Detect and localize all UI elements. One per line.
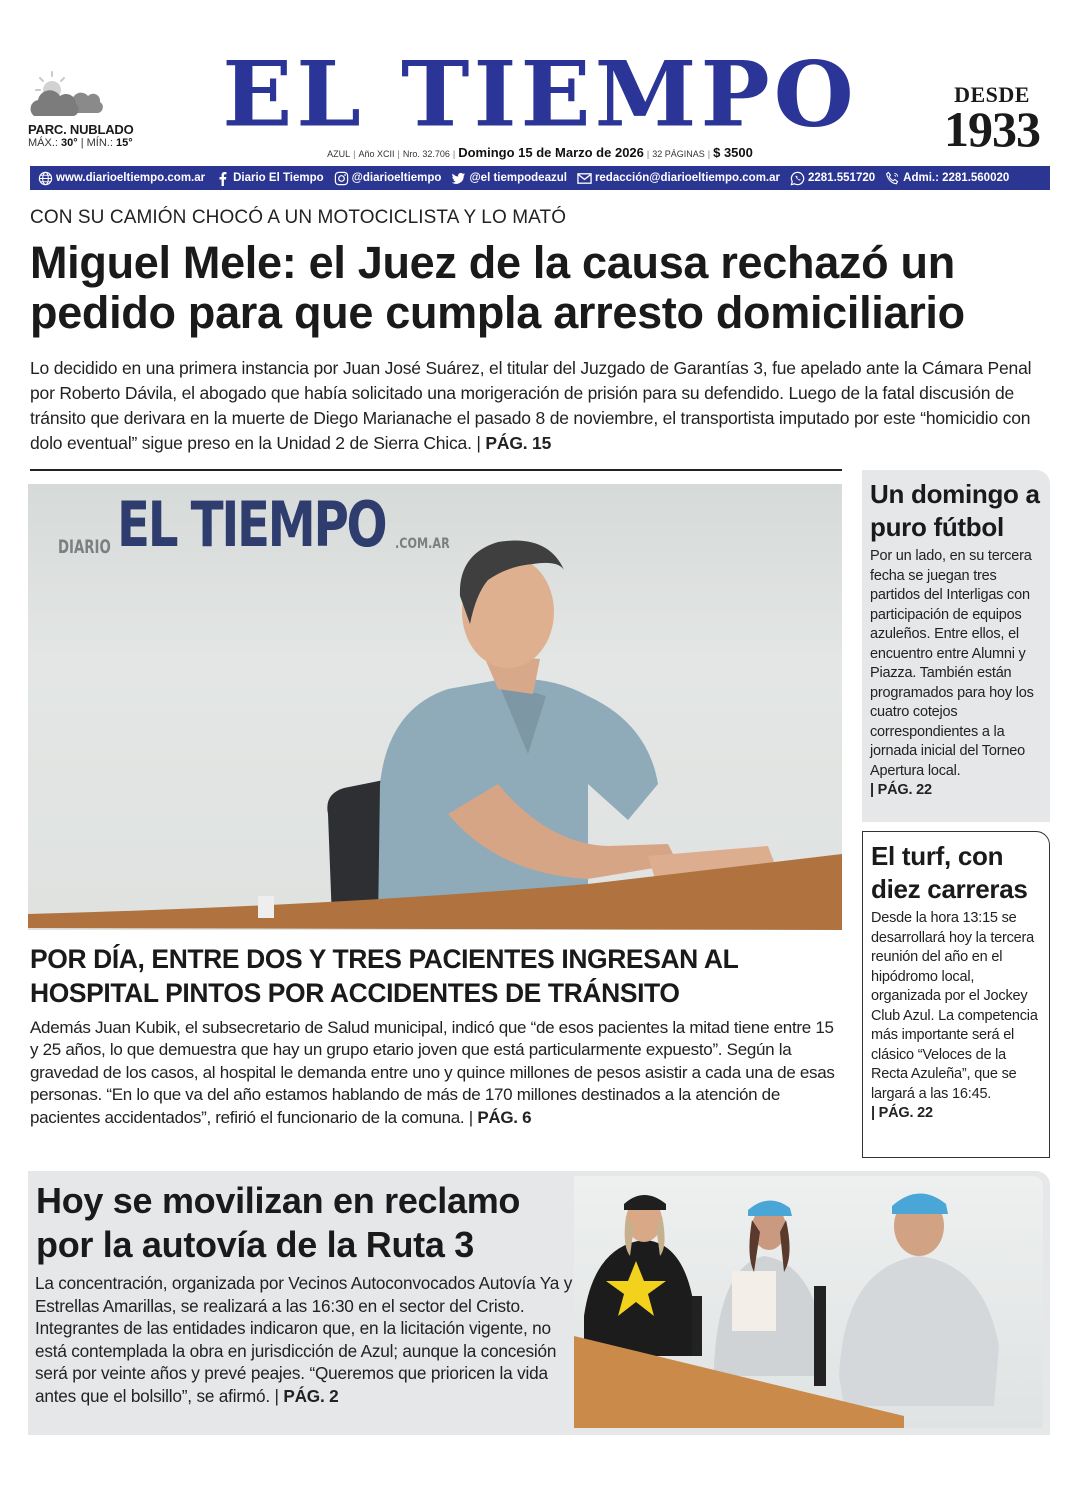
divider: | xyxy=(80,137,87,149)
weather-widget xyxy=(28,70,178,149)
whatsapp-text: 2281.551720 xyxy=(807,172,876,184)
year-roman: Año XCII xyxy=(358,149,395,159)
max-temp: 30° xyxy=(61,137,78,149)
instagram-icon xyxy=(334,171,349,186)
facebook-text: Diario El Tiempo xyxy=(233,172,324,184)
since-label: DESDE xyxy=(954,82,1030,107)
sidebar-story-futbol[interactable] xyxy=(862,470,1050,822)
facebook-icon xyxy=(215,171,230,186)
since-badge xyxy=(930,82,1054,157)
interview-photo-illustration xyxy=(28,484,842,930)
sidebar-body-text: Desde la hora 13:15 se desarrollará hoy la tercera reunión del año en el hipódromo local, organizada por el Jockey Club Azul. La competencia más importante será el clásico “Veloces de la Recta Azuleña”, que se largará a las 16:45. xyxy=(871,910,1038,1102)
sidebar-title: Un domingo a puro fútbol xyxy=(870,479,1040,542)
phone-icon xyxy=(885,171,900,186)
max-label: MÁX.: xyxy=(28,137,58,149)
lead-page-ref: PÁG. 15 xyxy=(480,433,552,453)
globe-icon xyxy=(38,171,53,186)
sidebar-page-ref: | PÁG. 22 xyxy=(870,782,932,798)
section-divider xyxy=(30,469,842,471)
issue-date: Domingo 15 de Marzo de 2026 xyxy=(458,145,644,160)
ruta3-body-text: La concentración, organizada por Vecinos Autoconvocados Autovía Ya y Estrellas Amarillas, se realizará a las 16:30 en el sector del Cristo. Integrantes de las entidades indicaron que, en la licitación vigente, no está contemplada la obra en jurisdicción de Azul; aunque la concesión será por veinte años y prevé peajes. “Queremos que prioricen la vida antes que el bolsillo”, se afirmó. | xyxy=(35,1273,573,1406)
sidebar-story-turf[interactable] xyxy=(862,831,1050,1158)
whatsapp-icon xyxy=(790,171,805,186)
lead-body-text: Lo decidido en una primera instancia por Juan José Suárez, el titular del Juzgado de Garantías 3, fue apelado ante la Cámara Penal por Roberto Dávila, el abogado que había solicitado una morigeración de prisión para su defendido. Luego de la fatal discusión de tránsito que derivara en la muerte de Diego Marianache el pasado 8 de noviembre, el transportista imputado por este “homicidio con dolo eventual” sigue preso en la Unidad 2 de Sierra Chica. | xyxy=(30,358,1032,453)
ruta3-body xyxy=(35,1272,575,1408)
website-text: www.diarioeltiempo.com.ar xyxy=(56,172,206,184)
facebook-link[interactable] xyxy=(215,171,324,186)
ruta3-story xyxy=(28,1171,1050,1435)
website-link[interactable] xyxy=(38,171,205,186)
sidebar-body xyxy=(870,547,1042,801)
issue-meta: AZUL | Año XCII | Nro. 32.706 | Domingo 15 de Marzo de 2026 | 32 PÁGINAS | $ 3500 xyxy=(327,145,753,160)
partly-cloudy-icon xyxy=(28,70,104,120)
contact-bar xyxy=(30,166,1050,190)
hospital-headline[interactable]: POR DÍA, ENTRE DOS Y TRES PACIENTES INGRESAN AL HOSPITAL PINTOS POR ACCIDENTES DE TRÁNSITO xyxy=(30,944,738,1008)
sign-el-tiempo: EL TIEMPO xyxy=(117,488,386,561)
sign-com-ar: .COM.AR xyxy=(395,536,451,552)
city: AZUL xyxy=(327,149,351,159)
lead-headline[interactable]: Miguel Mele: el Juez de la causa rechazó un pedido para que cumpla arresto domiciliario xyxy=(30,237,965,338)
weather-condition: PARC. NUBLADO xyxy=(28,122,134,137)
phone-text: Admi.: 2281.560020 xyxy=(903,172,1010,184)
phone-link[interactable] xyxy=(885,171,1009,186)
price: $ 3500 xyxy=(713,145,753,160)
lead-kicker: CON SU CAMIÓN CHOCÓ A UN MOTOCICLISTA Y LO MATÓ xyxy=(30,207,567,228)
min-label: MÍN.: xyxy=(86,137,113,149)
weather-temps xyxy=(28,137,178,149)
email-text: redacción@diarioeltiempo.com.ar xyxy=(594,172,780,184)
sidebar-body xyxy=(871,909,1041,1124)
min-temp: 15° xyxy=(115,137,133,149)
whatsapp-link[interactable] xyxy=(790,171,875,186)
group-photo-illustration xyxy=(574,1176,1043,1428)
twitter-text: @el tiempodeazul xyxy=(469,172,567,184)
instagram-text: @diarioeltiempo xyxy=(351,172,442,184)
hospital-page-ref: PÁG. 6 xyxy=(472,1107,532,1127)
issue-number: Nro. 32.706 xyxy=(402,149,450,159)
sidebar-body-text: Por un lado, en su tercera fecha se juegan tres partidos del Interligas con participación de equipos azuleños. Entre ellos, el encuentro entre Alumni y Piazza. También están programados para hoy los cuatro cotejos correspondientes a la jornada inicial del Torneo Apertura local. xyxy=(870,548,1034,779)
page-count: 32 PÁGINAS xyxy=(652,149,705,159)
sidebar-page-ref: | PÁG. 22 xyxy=(871,1105,933,1121)
lead-body xyxy=(30,356,1040,456)
newspaper-logo[interactable]: EL TIEMPO xyxy=(222,41,858,147)
twitter-link[interactable] xyxy=(451,171,566,186)
ruta3-photo xyxy=(574,1176,1043,1428)
sidebar-title: El turf, con diez carreras xyxy=(871,841,1028,904)
ruta3-page-ref: PÁG. 2 xyxy=(278,1385,339,1406)
hospital-body xyxy=(30,1017,842,1129)
twitter-icon xyxy=(451,171,466,186)
ruta3-headline[interactable]: Hoy se movilizan en reclamo por la autovía de la Ruta 3 xyxy=(36,1180,521,1265)
main-photo xyxy=(28,484,842,930)
mail-icon xyxy=(577,171,592,186)
since-year: 1933 xyxy=(944,101,1040,157)
instagram-link[interactable] xyxy=(334,171,442,186)
email-link[interactable] xyxy=(577,171,780,186)
sign-diario: DIARIO xyxy=(58,536,111,558)
hospital-body-text: Además Juan Kubik, el subsecretario de Salud municipal, indicó que “de esos pacientes la mitad tiene entre 15 y 25 años, lo que demuestra que hay un grupo etario joven que está particularmente expuesto”. Según la gravedad de los casos, al hospital le demanda entre uno y quince millones de pesos asistir a cada una de esas personas. “En lo que va del año estamos hablando de más de 170 millones destinados a la atención de pacientes accidentados”, refirió el funcionario de la comuna. | xyxy=(30,1018,835,1127)
